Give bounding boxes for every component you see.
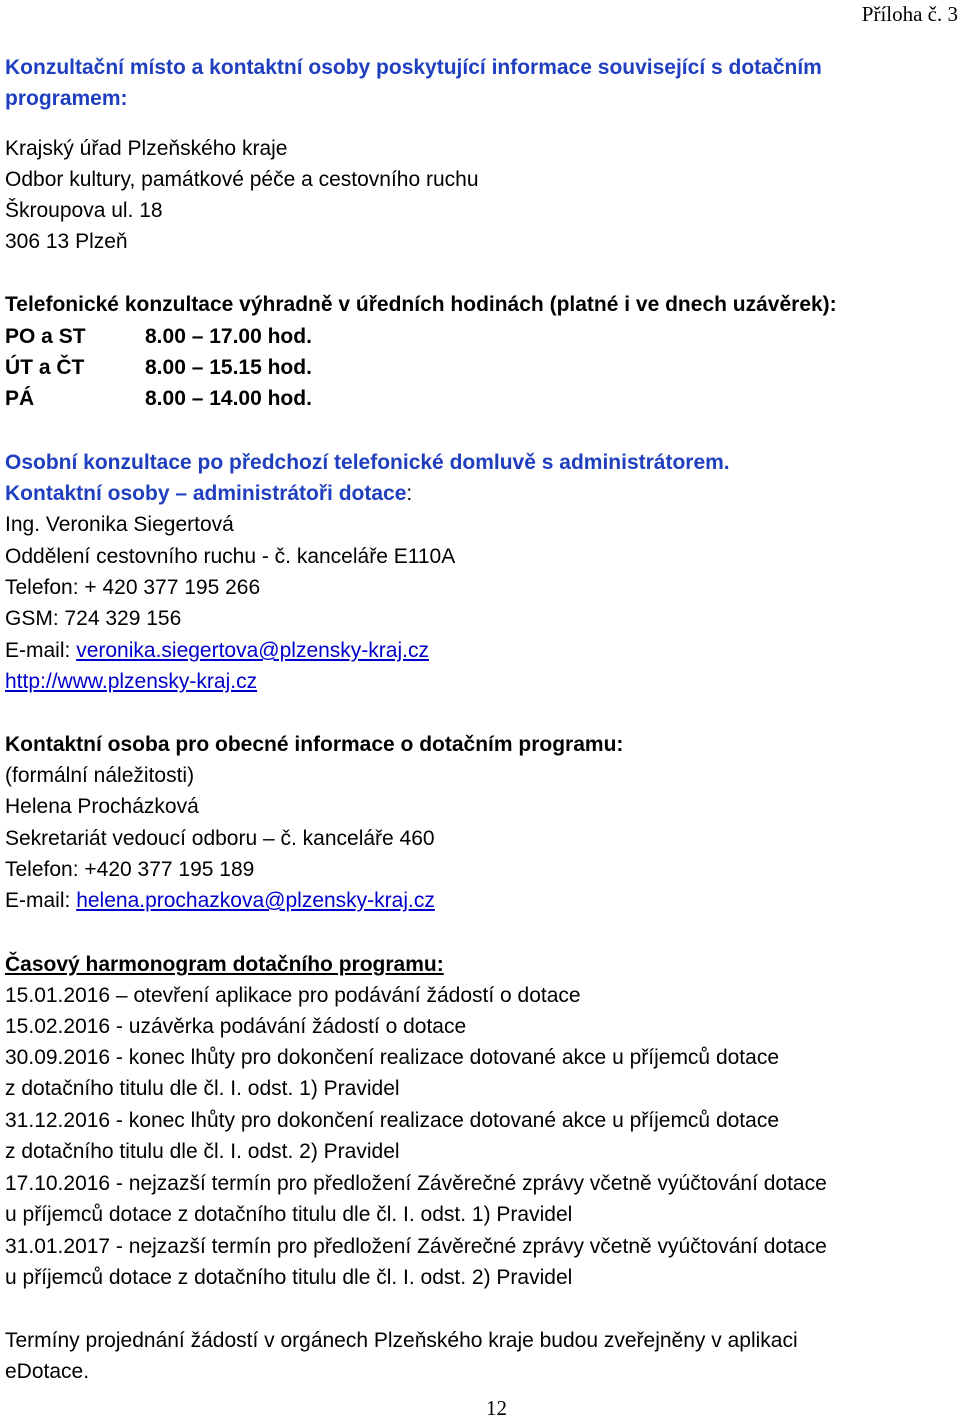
general-office: Sekretariát vedoucí odboru – č. kanceláře 460	[5, 827, 435, 850]
hours-time: 8.00 – 17.00 hod.	[145, 325, 312, 348]
admin-email-row	[5, 638, 429, 664]
hours-row	[5, 386, 312, 412]
schedule-line: u příjemců dotace z dotačního titulu dle čl. I. odst. 1) Pravidel	[5, 1203, 573, 1226]
general-phone: Telefon: +420 377 195 189	[5, 858, 255, 881]
admin-email-label: E-mail:	[5, 639, 77, 662]
consult-heading-line2: programem:	[5, 87, 128, 110]
schedule-line: 30.09.2016 - konec lhůty pro dokončení realizace dotované akce u příjemců dotace	[5, 1046, 779, 1069]
annex-label: Příloha č. 3	[861, 2, 958, 26]
schedule-line: 15.01.2016 – otevření aplikace pro podávání žádostí o dotace	[5, 984, 581, 1007]
schedule-line: 17.10.2016 - nejzazší termín pro předložení Závěrečné zprávy včetně vyúčtování dotace	[5, 1172, 827, 1195]
general-email-link[interactable]: helena.prochazkova@plzensky-kraj.cz	[76, 889, 435, 912]
admin-name: Ing. Veronika Siegertová	[5, 513, 234, 536]
hours-time: 8.00 – 15.15 hod.	[145, 356, 312, 379]
hours-time: 8.00 – 14.00 hod.	[145, 387, 312, 410]
schedule-line: 15.02.2016 - uzávěrka podávání žádostí o dotace	[5, 1015, 467, 1038]
closing-line-2: eDotace.	[5, 1360, 90, 1383]
general-heading: Kontaktní osoba pro obecné informace o dotačním programu:	[5, 733, 624, 756]
admin-heading-text: Kontaktní osoby – administrátoři dotace	[5, 482, 407, 505]
hours-row	[5, 355, 312, 381]
schedule-line: u příjemců dotace z dotačního titulu dle čl. I. odst. 2) Pravidel	[5, 1266, 573, 1289]
closing-line-1: Termíny projednání žádostí v orgánech Plzeňského kraje budou zveřejněny v aplikaci	[5, 1329, 798, 1352]
address-line-4: 306 13 Plzeň	[5, 230, 128, 253]
schedule-line: z dotačního titulu dle čl. I. odst. 1) Pravidel	[5, 1077, 400, 1100]
hours-day: PO a ST	[5, 325, 86, 348]
hours-day: PÁ	[5, 387, 35, 410]
admin-heading-colon: :	[406, 482, 413, 505]
schedule-line: 31.01.2017 - nejzazší termín pro předložení Závěrečné zprávy včetně vyúčtování dotace	[5, 1235, 827, 1258]
admin-department: Oddělení cestovního ruchu - č. kanceláře E110A	[5, 545, 456, 568]
address-line-3: Škroupova ul. 18	[5, 199, 163, 222]
general-subtitle: (formální náležitosti)	[5, 764, 195, 787]
address-line-2: Odbor kultury, památkové péče a cestovního ruchu	[5, 168, 479, 191]
hours-day: ÚT a ČT	[5, 356, 85, 379]
hours-row	[5, 324, 312, 350]
website-link[interactable]: http://www.plzensky-kraj.cz	[5, 670, 258, 693]
address-line-1: Krajský úřad Plzeňského kraje	[5, 137, 288, 160]
consult-heading-line1: Konzultační místo a kontaktní osoby poskytující informace související s dotačním	[5, 56, 822, 79]
admin-gsm: GSM: 724 329 156	[5, 607, 182, 630]
general-name: Helena Procházková	[5, 795, 199, 818]
general-email-row	[5, 888, 435, 914]
general-email-label: E-mail:	[5, 889, 77, 912]
personal-consult-note: Osobní konzultace po předchozí telefonické domluvě s administrátorem.	[5, 451, 730, 474]
phone-hours-intro: Telefonické konzultace výhradně v úředních hodinách (platné i ve dnech uzávěrek):	[5, 293, 837, 316]
schedule-line: z dotačního titulu dle čl. I. odst. 2) Pravidel	[5, 1140, 400, 1163]
schedule-line: 31.12.2016 - konec lhůty pro dokončení realizace dotované akce u příjemců dotace	[5, 1109, 779, 1132]
schedule-heading: Časový harmonogram dotačního programu:	[5, 953, 444, 976]
admin-phone: Telefon: + 420 377 195 266	[5, 576, 261, 599]
web-row	[5, 669, 257, 695]
admin-email-link[interactable]: veronika.siegertova@plzensky-kraj.cz	[76, 639, 429, 662]
admin-heading	[5, 481, 412, 507]
page-number: 12	[486, 1396, 507, 1420]
